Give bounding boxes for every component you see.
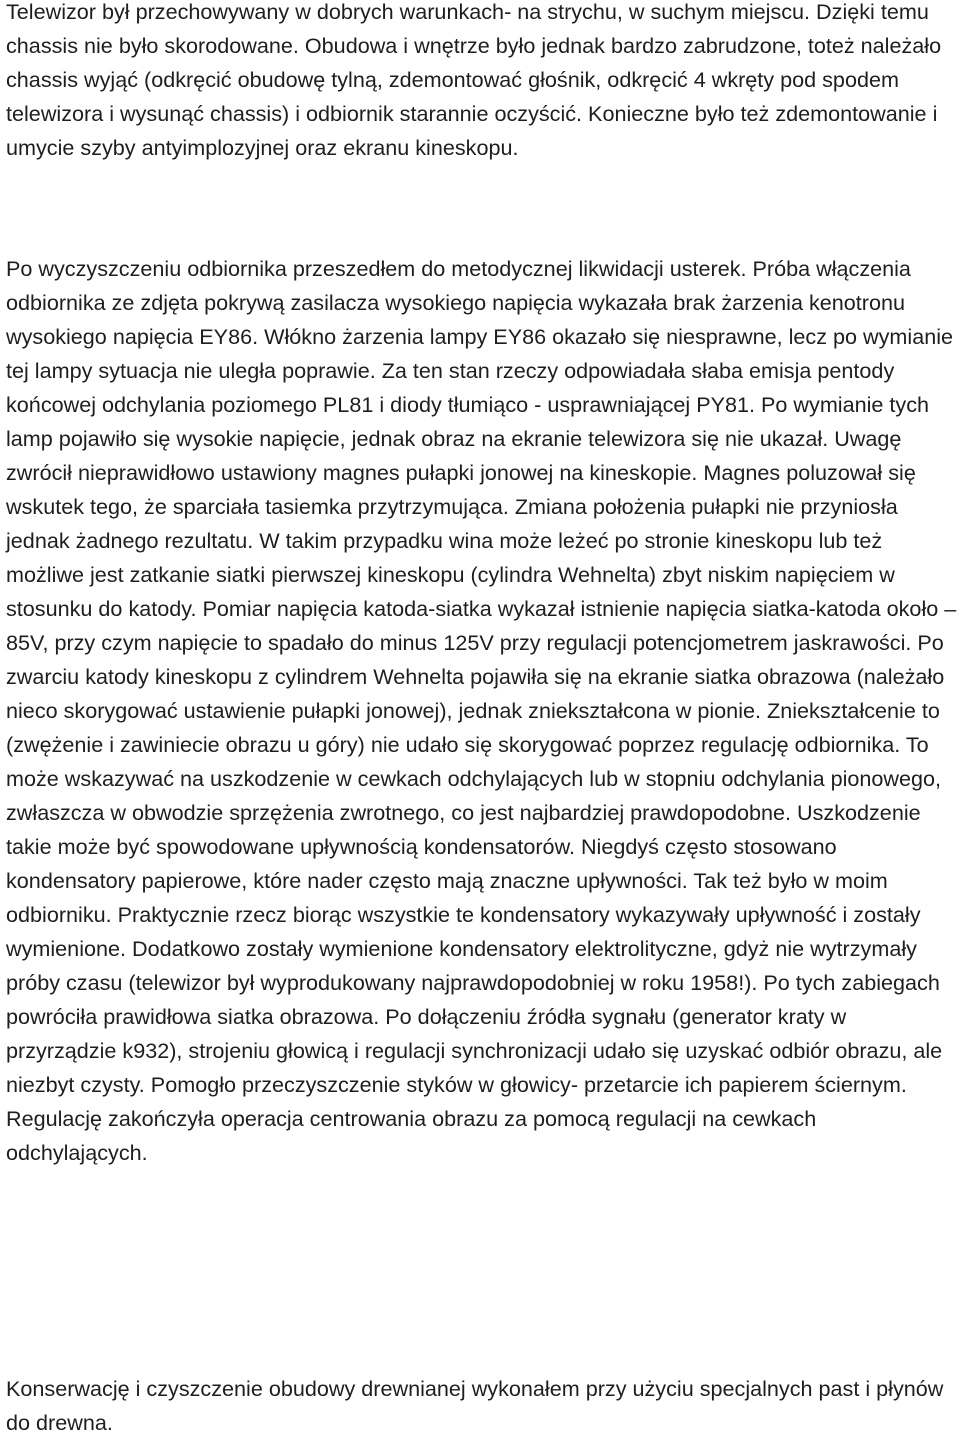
paragraph-cabinet: Konserwację i czyszczenie obudowy drewnianej wykonałem przy użyciu specjalnych past i płynów do drewna. [6, 1376, 944, 1435]
paragraph-repair: Po wyczyszczeniu odbiornika przeszedłem do metodycznej likwidacji usterek. Próba włączenia odbiornika ze zdjęta pokrywą zasilacza wysokiego napięcia wykazała brak żarzenia kenotronu wysokiego napięcia EY86. Włókno żarzenia lampy EY86 okazało się niesprawne, lecz po wymianie tej lampy sytuacja nie uległa poprawie. Za ten stan rzeczy odpowiadała słaba emisja pentody końcowej odchylania poziomego PL81 i diody tłumiąco - usprawniającej PY81. Po wymianie tych lamp pojawiło się wysokie napięcie, jednak obraz na ekranie telewizora się nie ukazał. Uwagę zwrócił nieprawidłowo ustawiony magnes pułapki jonowej na kineskopie. Magnes poluzował się wskutek tego, że sparciała tasiemka przytrzymująca. Zmiana położenia pułapki nie przyniosła jednak żadnego rezultatu. W takim przypadku wina może leżeć po stronie kineskopu lub też możliwe jest zatkanie siatki pierwszej kineskopu (cylindra Wehnelta) zbyt niskim napięciem w stosunku do katody. Pomiar napięcia katoda-siatka wykazał istnienie napięcia siatka-katoda około –85V, przy czym napięcie to spadało do minus 125V przy regulacji potencjometrem jaskrawości. Po zwarciu katody kineskopu z cylindrem Wehnelta pojawiła się na ekranie siatka obrazowa (należało nieco skorygować ustawienie pułapki jonowej), jednak zniekształcona w pionie. Zniekształcenie to (zwężenie i zawiniecie obrazu u góry) nie udało się skorygować poprzez regulację odbiornika. To może wskazywać na uszkodzenie w cewkach odchylających lub w stopniu odchylania pionowego, zwłaszcza w obwodzie sprzężenia zwrotnego, co jest najbardziej prawdopodobne. Uszkodzenie takie może być spowodowane upływnością kondensatorów. Niegdyś często stosowano kondensatory papierowe, które nader często mają znaczne upływności. Tak też było w moim odbiorniku. Praktycznie rzecz biorąc wszystkie te kondensatory wykazywały upływność i zostały wymienione. Dodatkowo zostały wymienione kondensatory elektrolityczne, gdyż nie wytrzymały próby czasu (telewizor był wyprodukowany najprawdopodobniej w roku 1958!). Po tych zabiegach powróciła prawidłowa siatka obrazowa. Po dołączeniu źródła sygnału (generator kraty w przyrządzie k932), strojeniu głowicą i regulacji synchronizacji udało się uzyskać odbiór obrazu, ale niezbyt czysty. Pomogło przeczyszczenie styków w głowicy- przetarcie ich papierem ściernym. Regulację zakończyła operacja centrowania obrazu za pomocą regulacji na cewkach odchylających. [6, 256, 957, 1165]
paragraph-intro: Telewizor był przechowywany w dobrych warunkach- na strychu, w suchym miejscu. Dzięki temu chassis nie było skorodowane. Obudowa i wnętrze było jednak bardzo zabrudzone, toteż należało chassis wyjąć (odkręcić obudowę tylną, zdemontować głośnik, odkręcić 4 wkręty pod spodem telewizora i wysunąć chassis) i odbiornik starannie oczyścić. Konieczne było też zdemontowanie i umycie szyby antyimplozyjnej oraz ekranu kineskopu. [6, 0, 942, 160]
